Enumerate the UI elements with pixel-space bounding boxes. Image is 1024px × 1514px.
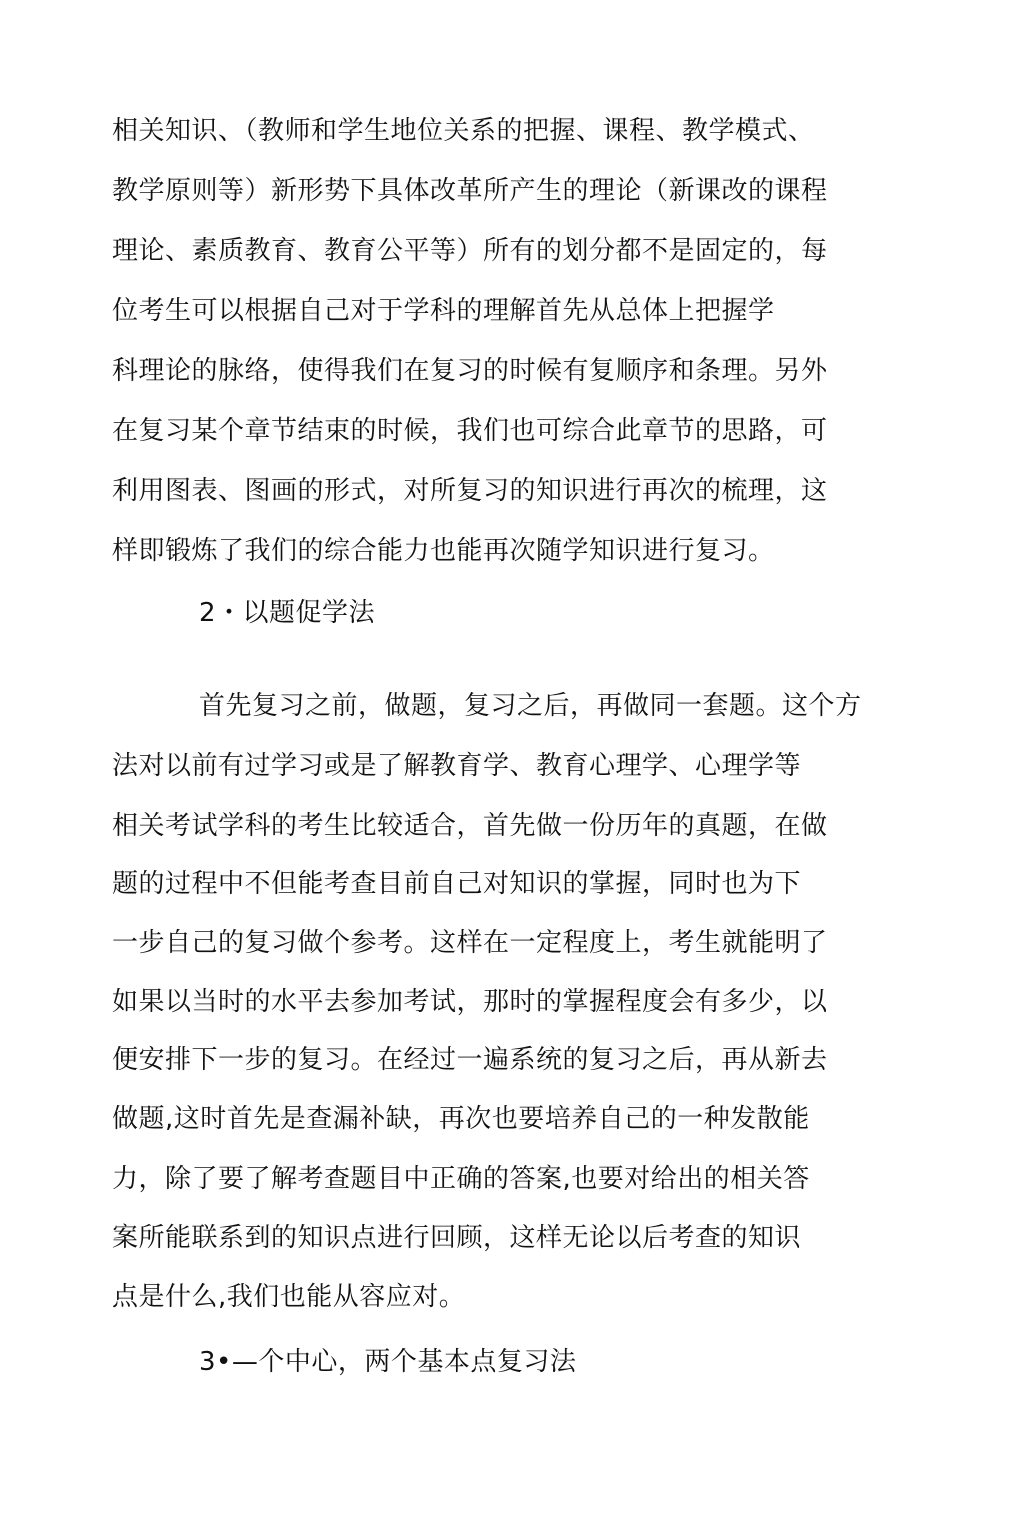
paragraph-2-line-7: 便安排下一步的复习。在经过一遍系统的复习之后，再从新去	[112, 1045, 828, 1075]
paragraph-2-line-1: 首先复习之前，做题，复习之后，再做同一套题。这个方	[199, 691, 862, 721]
paragraph-2-line-2: 法对以前有过学习或是了解教育学、教育心理学、心理学等	[112, 751, 802, 781]
paragraph-1-line-2: 教学原则等）新形势下具体改革所产生的理论（新课改的课程	[112, 176, 828, 206]
paragraph-2-line-5: 一步自己的复习做个参考。这样在一定程度上，考生就能明了	[112, 928, 828, 958]
section-heading-2: 2・以题促学法	[199, 598, 376, 628]
paragraph-2-line-6: 如果以当时的水平去参加考试，那时的掌握程度会有多少，以	[112, 987, 828, 1017]
paragraph-2-line-4: 题的过程中不但能考查目前自己对知识的掌握，同时也为下	[112, 869, 802, 899]
paragraph-1-line-6: 在复习某个章节结束的时候，我们也可综合此章节的思路，可	[112, 416, 828, 446]
paragraph-1-line-5: 科理论的脉络，使得我们在复习的时候有复顺序和条理。另外	[112, 356, 828, 386]
paragraph-1-line-7: 利用图表、图画的形式，对所复习的知识进行再次的梳理，这	[112, 476, 828, 506]
paragraph-2-line-3: 相关考试学科的考生比较适合，首先做一份历年的真题，在做	[112, 811, 828, 841]
paragraph-1-line-8: 样即锻炼了我们的综合能力也能再次随学知识进行复习。	[112, 536, 775, 566]
paragraph-2-line-11: 点是什么,我们也能从容应对。	[112, 1282, 466, 1312]
paragraph-1-line-4: 位考生可以根据自己对于学科的理解首先从总体上把握学	[112, 296, 775, 326]
paragraph-1-line-1: 相关知识、（教师和学生地位关系的把握、课程、教学模式、	[112, 116, 815, 146]
paragraph-2-line-8: 做题,这时首先是查漏补缺，再次也要培养自己的一种发散能	[112, 1104, 810, 1134]
paragraph-2-line-10: 案所能联系到的知识点进行回顾，这样无论以后考查的知识	[112, 1223, 802, 1253]
paragraph-2-line-9: 力，除了要了解考查题目中正确的答案,也要对给出的相关答	[112, 1164, 810, 1194]
section-heading-3: 3•—个中心，两个基本点复习法	[199, 1347, 577, 1377]
paragraph-1-line-3: 理论、素质教育、教育公平等）所有的划分都不是固定的，每	[112, 236, 828, 266]
